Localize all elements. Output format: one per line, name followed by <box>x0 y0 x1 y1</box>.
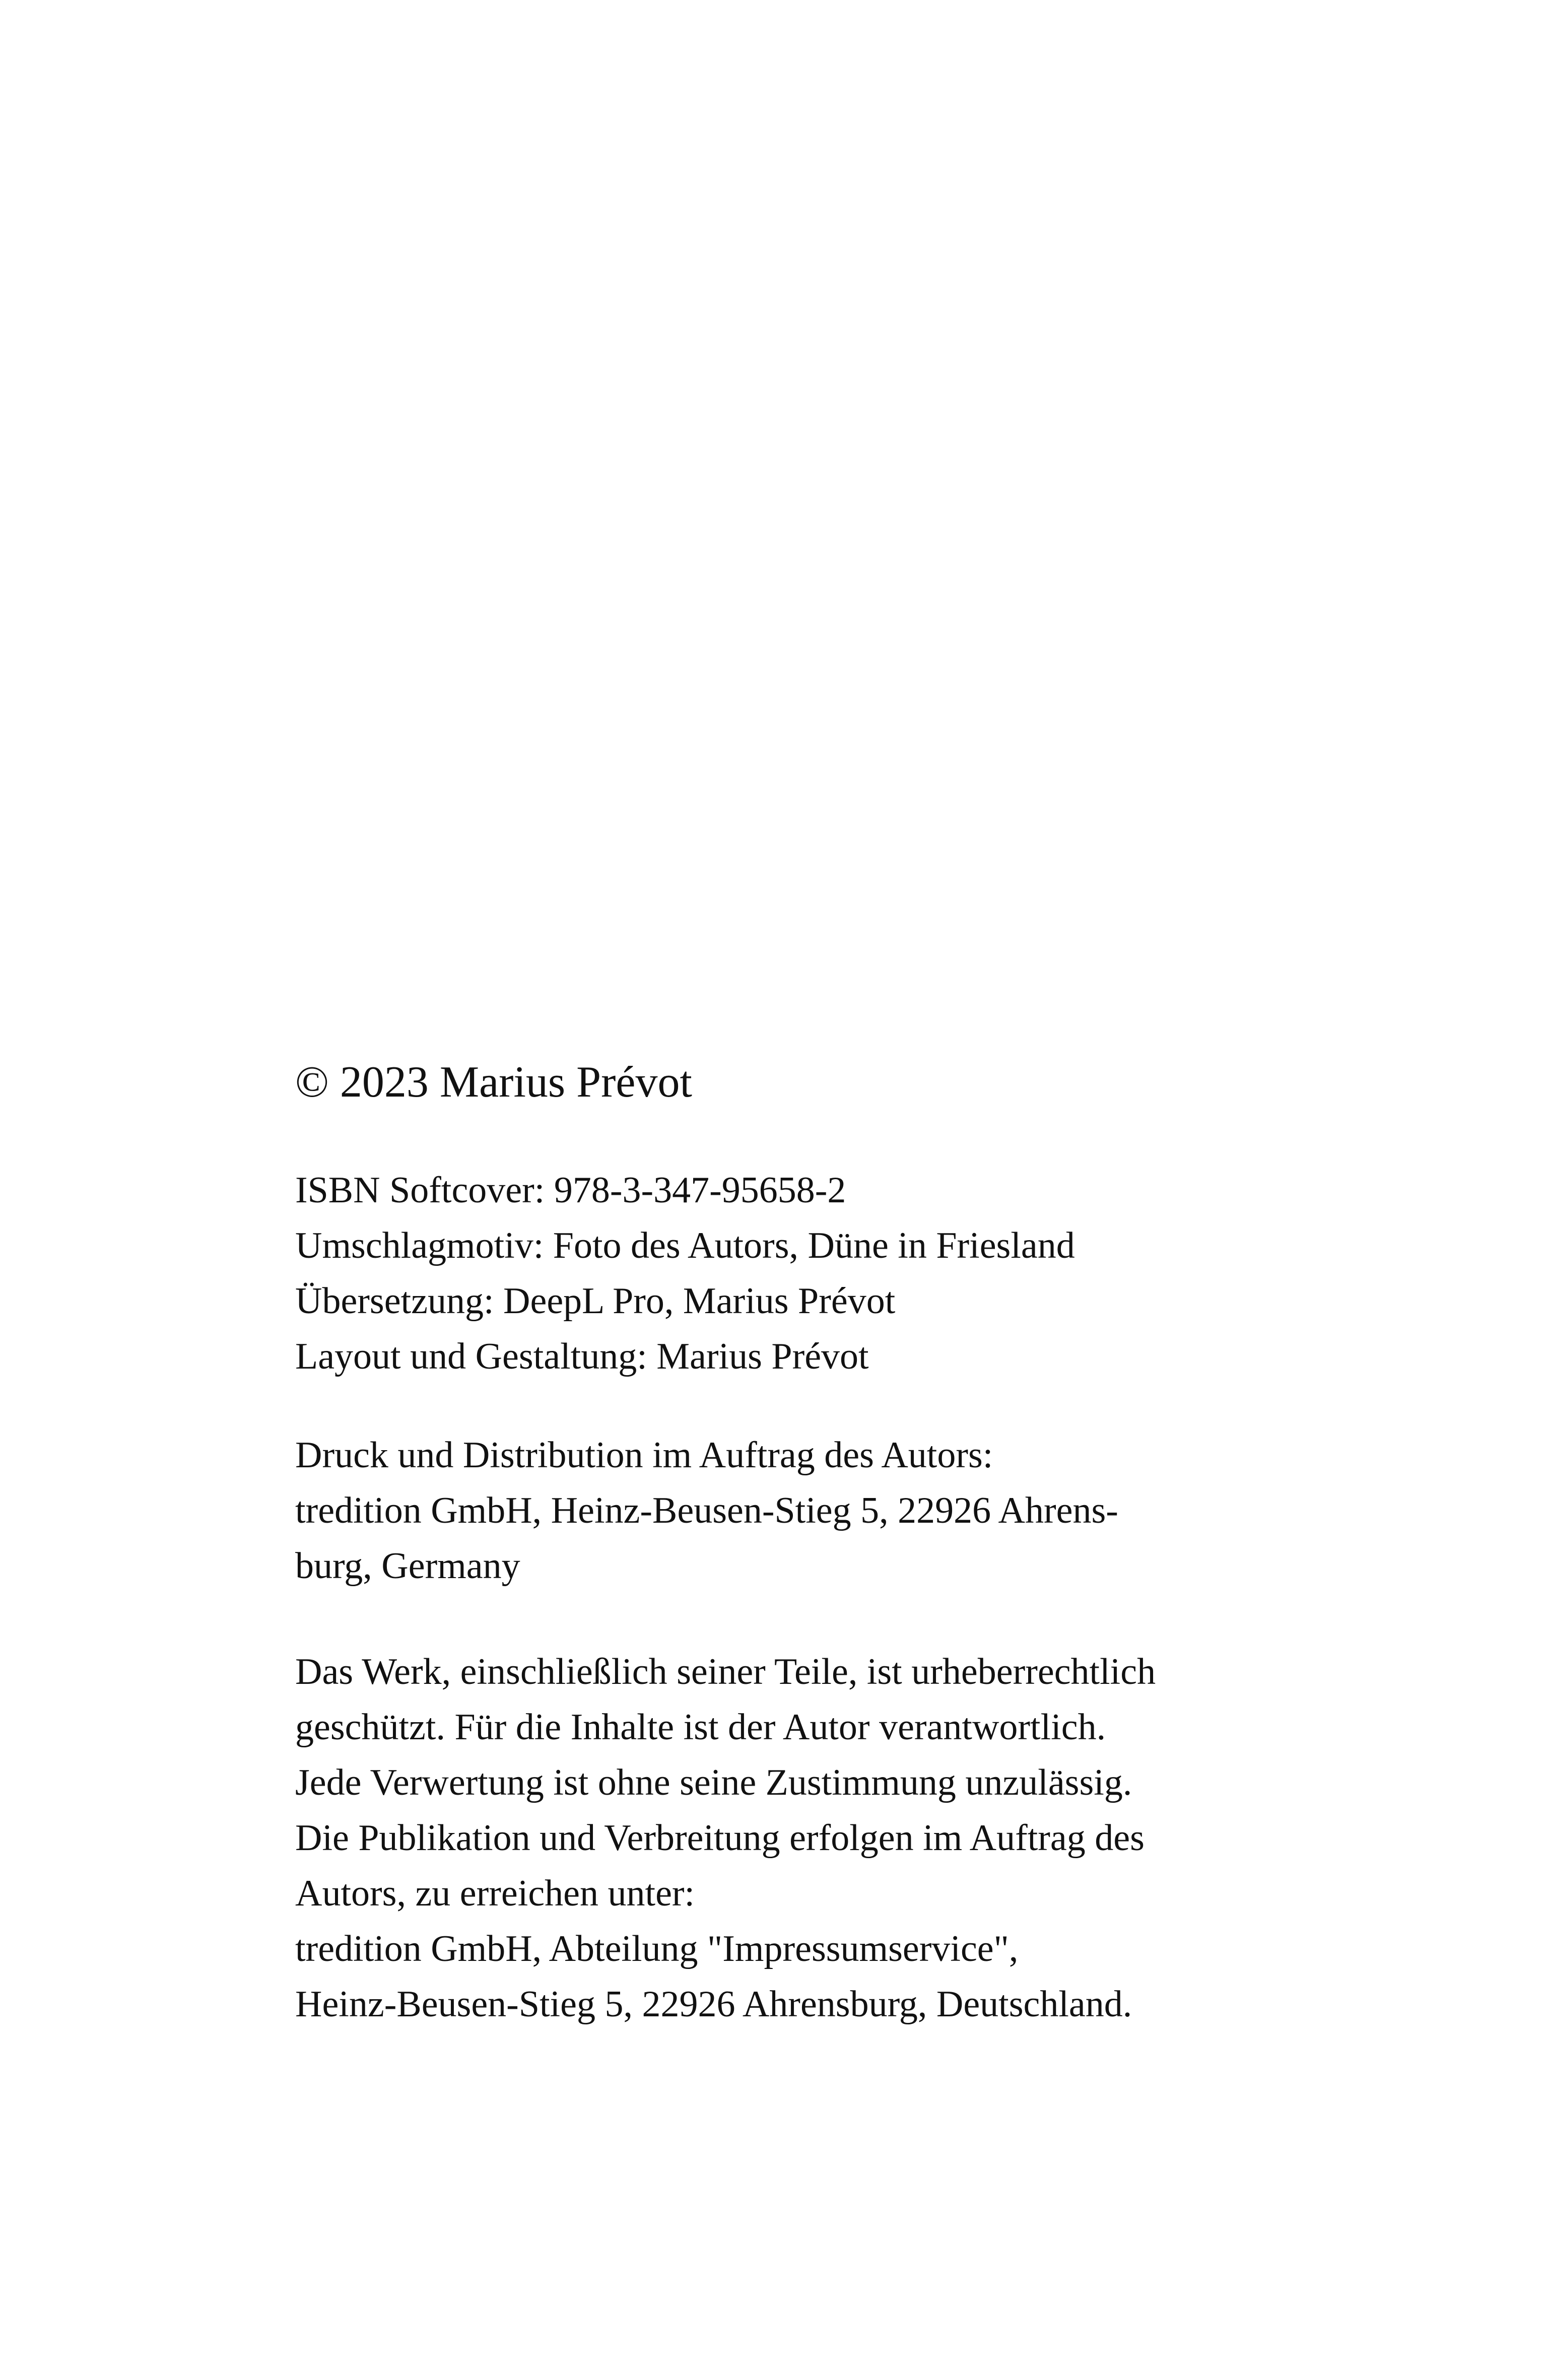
legal-line-5: Autors, zu erreichen unter: <box>295 1873 695 1914</box>
isbn-line: ISBN Softcover: 978-3-347-95658-2 <box>295 1170 846 1211</box>
printing-line-1: Druck und Distribution im Auftrag des Autors: <box>295 1435 993 1476</box>
legal-notice-block <box>295 1644 1293 2032</box>
legal-line-2: geschützt. Für die Inhalte ist der Autor verantwortlich. <box>295 1707 1106 1748</box>
copyright-notice: © 2023 Marius Prévot <box>295 1058 692 1107</box>
legal-line-3: Jede Verwertung ist ohne seine Zustimmung unzulässig. <box>295 1762 1132 1803</box>
printing-block <box>295 1427 1293 1594</box>
credits-block <box>295 1163 1293 1384</box>
printing-line-2: tredition GmbH, Heinz-Beusen-Stieg 5, 22926 Ahrens- <box>295 1490 1118 1531</box>
legal-line-7: Heinz-Beusen-Stieg 5, 22926 Ahrensburg, Deutschland. <box>295 1984 1132 2025</box>
legal-line-4: Die Publikation und Verbreitung erfolgen im Auftrag des <box>295 1817 1145 1859</box>
legal-line-1: Das Werk, einschließlich seiner Teile, ist urheberrechtlich <box>295 1651 1156 1692</box>
legal-line-6: tredition GmbH, Abteilung "Impressumservice", <box>295 1928 1019 1969</box>
layout-line: Layout und Gestaltung: Marius Prévot <box>295 1336 869 1377</box>
printing-line-3: burg, Germany <box>295 1545 520 1587</box>
cover-motif-line: Umschlagmotiv: Foto des Autors, Düne in Friesland <box>295 1225 1075 1266</box>
translation-line: Übersetzung: DeepL Pro, Marius Prévot <box>295 1280 896 1322</box>
imprint-section <box>295 1055 1293 2032</box>
